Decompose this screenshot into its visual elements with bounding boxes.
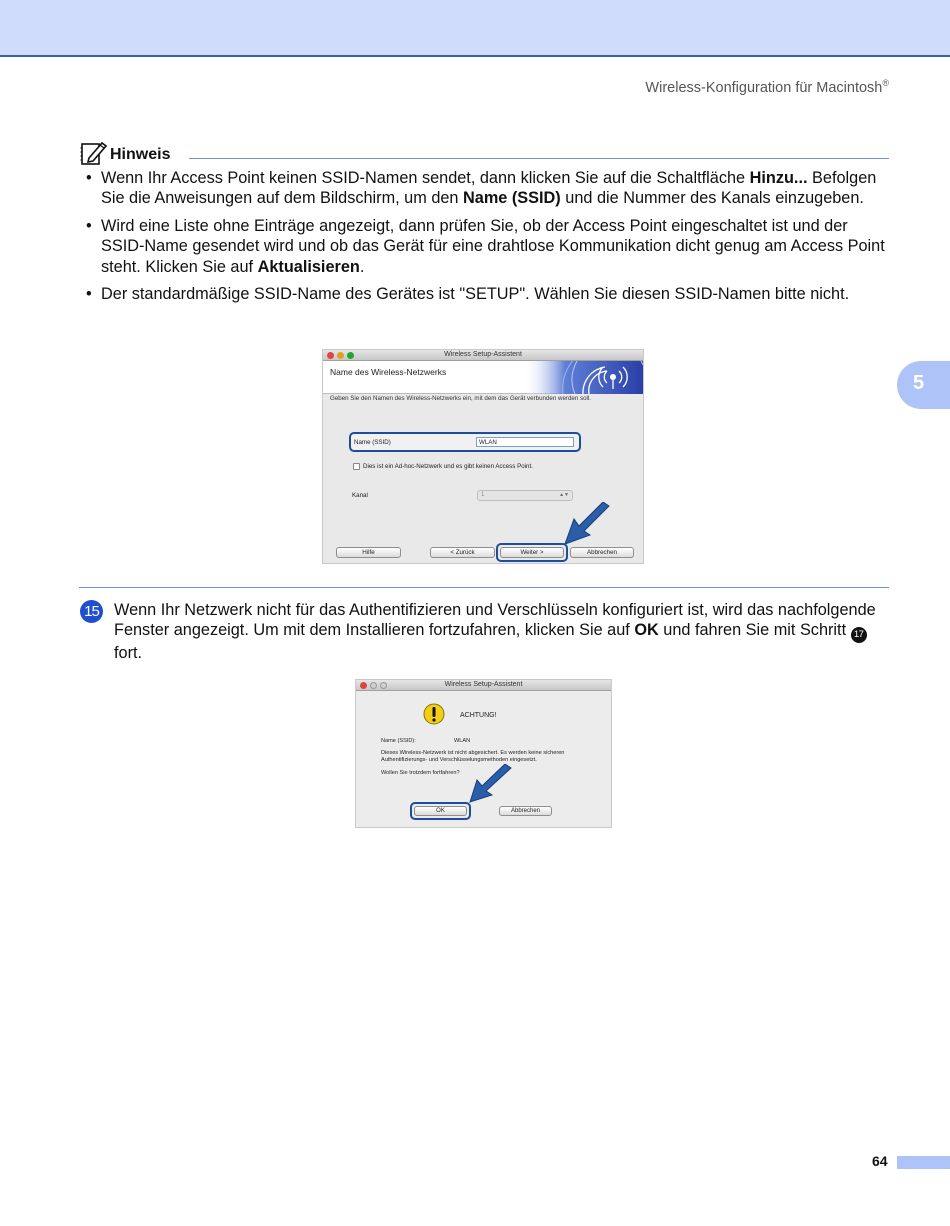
continue-question: Wollen Sie trotzdem fortfahren? (381, 770, 460, 776)
page-number: 64 (872, 1153, 888, 1169)
bullet-text: Wird eine Liste ohne Einträge angezeigt, dann prüfen Sie, ob der Access Point eingeschaltet ist und der SSID-Name gesendet wird und ob das Gerät für eine drahtlose Kommunikation dicht genug am Access Point steht. Klicken Sie auf (101, 216, 885, 276)
step-bold-text: OK (634, 621, 659, 640)
window-title: Wireless Setup-Assistent (444, 351, 522, 358)
step-number-badge: 15 (80, 600, 103, 623)
top-header-band (0, 0, 950, 57)
step-reference-badge: 17 (851, 627, 867, 643)
cancel-button[interactable]: Abbrechen (570, 547, 634, 558)
next-button[interactable]: Weiter > (500, 547, 564, 558)
bullet-text: Wenn Ihr Access Point keinen SSID-Namen sendet, dann klicken Sie auf die Schaltfläche (101, 169, 750, 187)
back-button[interactable]: < Zurück (430, 547, 495, 558)
window-title: Wireless Setup-Assistent (444, 681, 523, 688)
wireless-signal-icon (523, 361, 643, 394)
note-header (80, 140, 889, 166)
note-bullet-2 (86, 216, 892, 277)
ssid-label: Name (SSID) (354, 439, 391, 446)
section-divider (79, 587, 889, 588)
channel-value: 1 (481, 492, 485, 498)
screenshot-network-name-dialog (322, 349, 644, 564)
bullet-dot: • (86, 169, 92, 187)
adhoc-checkbox[interactable] (353, 463, 360, 470)
running-header-title: Wireless-Konfiguration für Macintosh (645, 79, 883, 96)
ssid-value: WLAN (454, 738, 471, 744)
step-text-part: und fahren Sie mit Schritt (658, 621, 851, 640)
dialog-heading: Name des Wireless-Netzwerks (330, 367, 447, 377)
ssid-row-highlight (349, 432, 581, 452)
bullet-bold-text: Name (SSID) (463, 189, 561, 208)
adhoc-checkbox-row[interactable] (353, 463, 533, 470)
note-bullet-1 (86, 168, 892, 209)
note-bullet-list (86, 168, 892, 311)
chapter-tab (897, 361, 950, 409)
step-text (114, 600, 892, 664)
ssid-label: Name (SSID): (381, 738, 416, 744)
note-bullet-3 (86, 284, 892, 304)
step-text-part: Wenn Ihr Netzwerk nicht für das Authentifizieren und Verschlüsseln konfiguriert ist, wird das nachfolgende Fenster angezeigt. Um mit dem Installieren fortzufahren, klicken Sie auf (114, 601, 876, 640)
note-divider (189, 158, 889, 159)
running-header (645, 78, 889, 96)
ssid-input[interactable]: WLAN (476, 437, 574, 447)
channel-label: Kanal (352, 492, 368, 499)
bullet-dot: • (86, 285, 92, 304)
page-number-bar (897, 1156, 950, 1169)
dialog-banner (323, 361, 643, 394)
pointer-arrow-icon (563, 502, 613, 546)
bullet-bold-text: Hinzu... (749, 169, 808, 187)
bullet-text: . (359, 257, 365, 276)
adhoc-checkbox-label: Dies ist ein Ad-hoc-Netzwerk und es gibt keinen Access Point. (363, 463, 533, 471)
ok-button[interactable]: OK (414, 806, 467, 816)
warning-title: ACHTUNG! (460, 712, 497, 719)
bullet-bold-text: Aktualisieren (257, 257, 360, 276)
registered-mark: ® (882, 78, 889, 88)
bullet-text: Befolgen Sie die Anweisungen auf dem Bildschirm, um den (101, 169, 877, 208)
pointer-arrow-icon (468, 764, 514, 804)
step-text-part: fort. (114, 644, 143, 663)
window-titlebar (323, 350, 643, 361)
note-title: Hinweis (110, 146, 171, 163)
window-titlebar (356, 680, 611, 691)
dialog-instruction: Geben Sie den Namen des Wireless-Netzwerks ein, mit dem das Gerät verbunden werden soll. (330, 395, 592, 402)
bullet-text: Der standardmäßige SSID-Name des Gerätes ist "SETUP". Wählen Sie diesen SSID-Namen bitte nicht. (101, 285, 850, 304)
screenshot-warning-dialog (355, 679, 612, 828)
bullet-dot: • (86, 216, 92, 235)
note-pencil-icon (80, 140, 107, 166)
channel-select[interactable] (477, 490, 573, 501)
bullet-text: und die Nummer des Kanals einzugeben. (560, 189, 864, 208)
warning-icon (423, 703, 445, 725)
warning-message: Dieses Wireless-Netzwerk ist nicht abgesichert. Es werden keine sicheren Authentifizierungs- und Verschlüsselungsmethoden eingesetzt. (381, 750, 565, 763)
help-button[interactable]: Hilfe (336, 547, 401, 558)
cancel-button[interactable]: Abbrechen (499, 806, 552, 816)
stepper-arrows-icon: ▲▼ (559, 492, 569, 498)
chapter-number: 5 (913, 372, 925, 394)
